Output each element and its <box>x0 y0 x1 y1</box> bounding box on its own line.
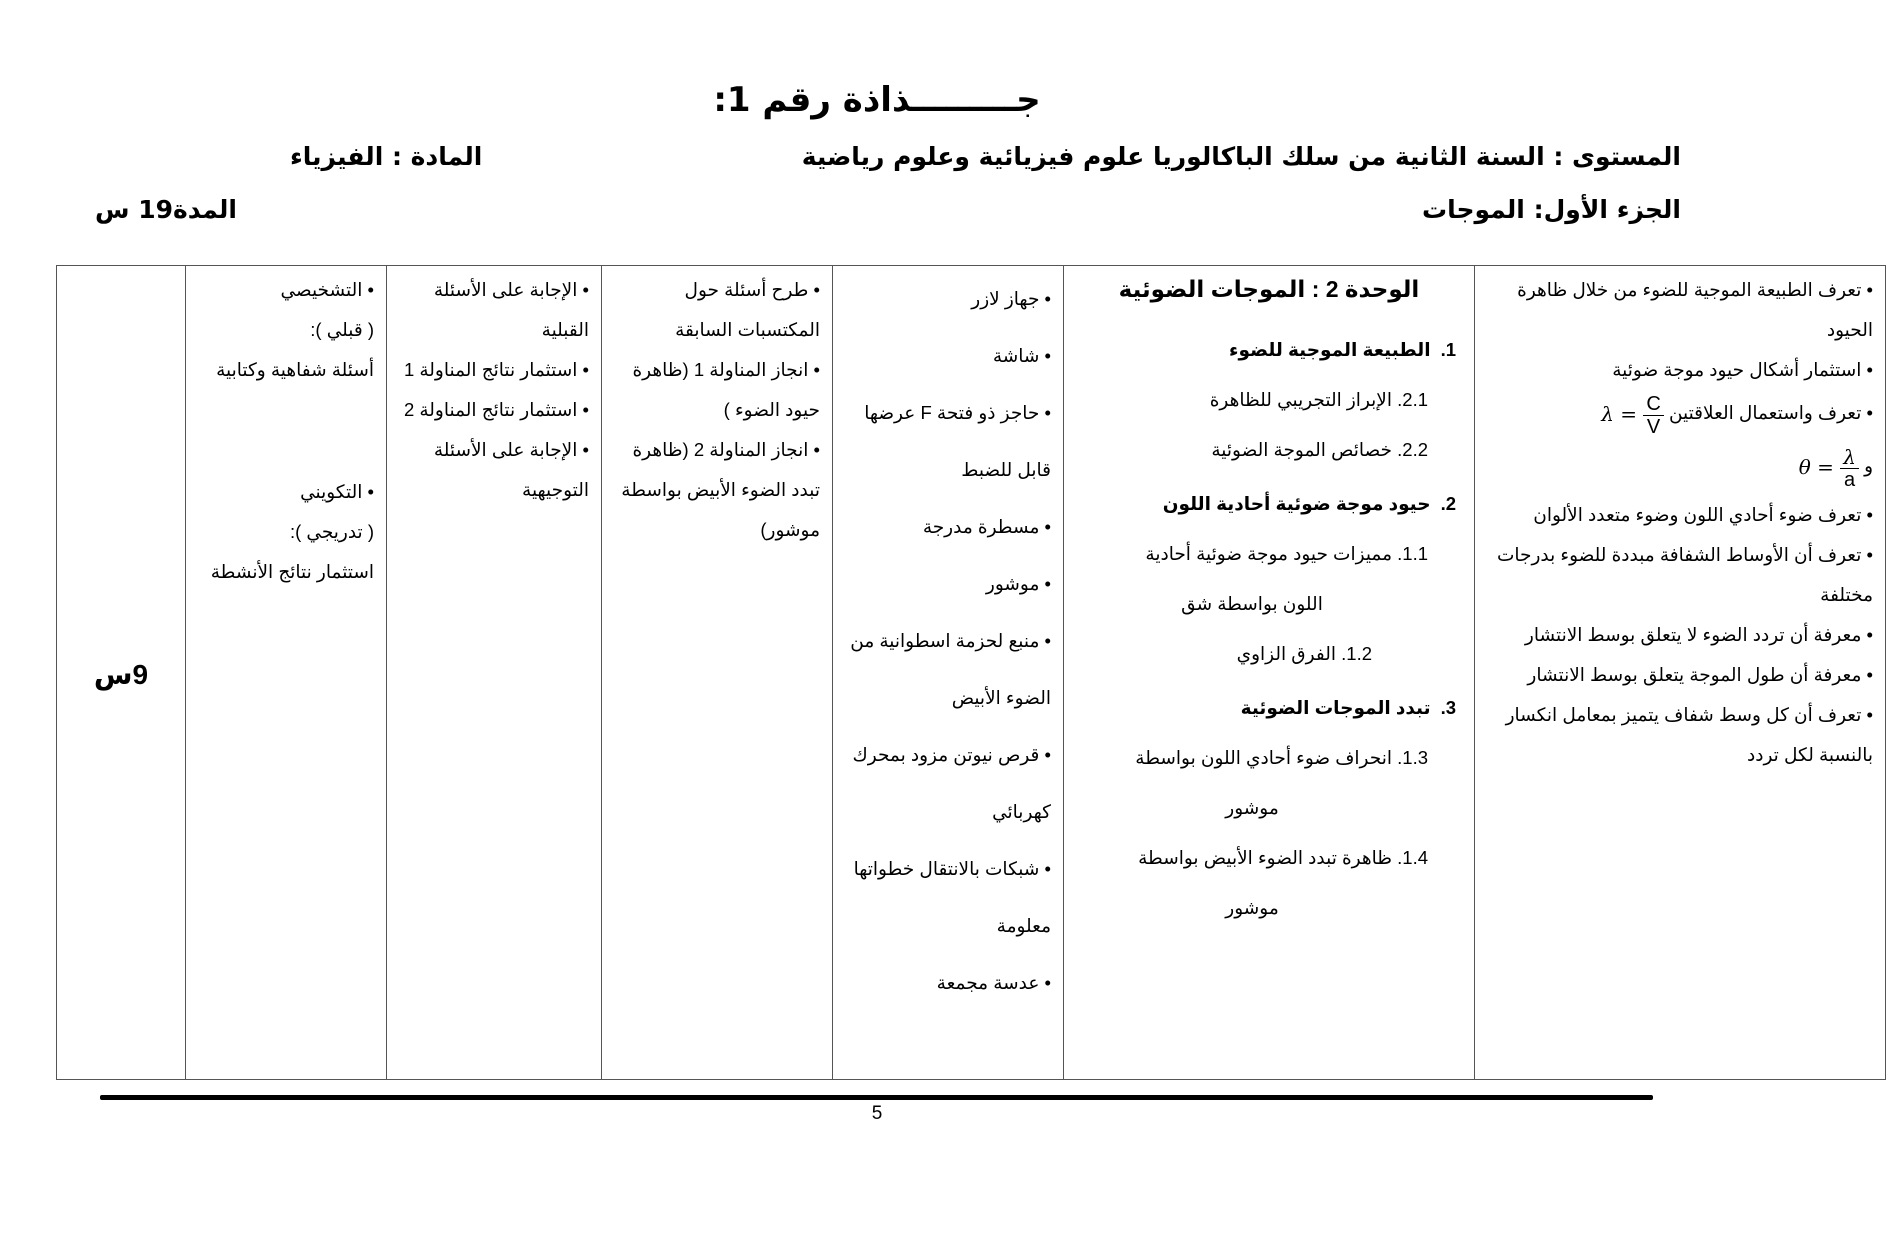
objectives-cell <box>1475 266 1886 1080</box>
material-item: • شاشة <box>845 327 1051 384</box>
material-item: • منبع لحزمة اسطوانية من الضوء الأبيض <box>845 612 1051 726</box>
formative-label: • التكويني <box>198 472 374 512</box>
material-item: • مسطرة مدرجة <box>845 498 1051 555</box>
objective-item: • تعرف أن كل وسط شفاف يتميز بمعامل انكسار بالنسبة لكل تردد <box>1487 695 1873 775</box>
objective-item-formula: • تعرف واستعمال العلاقتين λ = $\frac{C}{V}$ <box>1487 390 1873 438</box>
page-title: جـــــــــذاذة رقم 1: <box>713 80 1041 120</box>
objective-item: • تعرف الطبيعة الموجية للضوء من خلال ظاهرة الحيود <box>1487 270 1873 350</box>
footer-rule <box>100 1095 1653 1100</box>
material-item: • موشور <box>845 555 1051 612</box>
part-label: الجزء الأول: الموجات <box>1421 195 1681 224</box>
objective-item: • معرفة أن تردد الضوء لا يتعلق بوسط الانتشار <box>1487 615 1873 655</box>
formative-sub: ( تدريجي ): <box>289 521 374 542</box>
lesson-plan-table <box>56 265 1886 1080</box>
objective-item: • تعرف ضوء أحادي اللون وضوء متعدد الألوان <box>1487 495 1873 535</box>
content-cell <box>1064 266 1475 1080</box>
subsection: 1.4. ظاهرة تبدد الضوء الأبيض بواسطة <box>1138 847 1428 868</box>
subsection: 1.1. مميزات حيود موجة ضوئية أحادية <box>1145 543 1428 564</box>
diagnostic-sub: ( قبلي ): <box>310 319 374 340</box>
subsection: 1.2. الفرق الزاوي <box>1236 643 1372 664</box>
section-heading: 3.تبدد الموجات الضوئية <box>1240 697 1456 718</box>
diagnostic-text: أسئلة شفاهية وكتابية <box>216 359 374 380</box>
subsection-continued: اللون بواسطة شق <box>1181 593 1323 614</box>
evaluation-cell <box>186 266 387 1080</box>
page-number: 5 <box>871 1103 883 1124</box>
subsection-continued: موشور <box>1225 797 1279 818</box>
learner-activities-cell <box>387 266 602 1080</box>
diagnostic-label: • التشخيصي <box>198 270 374 310</box>
subsection: 2.2. خصائص الموجة الضوئية <box>1211 439 1428 460</box>
section-heading: 2.حيود موجة ضوئية أحادية اللون <box>1162 493 1456 514</box>
formative-text: استثمار نتائج الأنشطة <box>210 561 374 582</box>
objective-item: • تعرف أن الأوساط الشفافة مبددة للضوء بدرجات مختلفة <box>1487 535 1873 615</box>
formula-lambda: λ = $\frac{C}{V}$ <box>1601 391 1664 438</box>
objective-item-formula2: و θ = $\frac{\lambda}{a}$ <box>1487 438 1873 495</box>
time-cell: 9س <box>57 266 186 1080</box>
objective-item: • معرفة أن طول الموجة يتعلق بوسط الانتشار <box>1487 655 1873 695</box>
unit-title: الوحدة 2 : الموجات الضوئية <box>1118 276 1420 302</box>
material-item: • قرص نيوتن مزود بمحرك كهربائي <box>845 726 1051 840</box>
teacher-activities-cell <box>602 266 833 1080</box>
subsection: 1.3. انحراف ضوء أحادي اللون بواسطة <box>1135 747 1428 768</box>
teacher-activity: • انجاز المناولة 2 (ظاهرة تبدد الضوء الأبيض بواسطة موشور) <box>614 430 820 550</box>
teacher-activity: • انجاز المناولة 1 (ظاهرة حيود الضوء ) <box>614 350 820 430</box>
material-item: • جهاز لازر <box>845 270 1051 327</box>
section-heading: 1.الطبيعة الموجية للضوء <box>1229 339 1456 360</box>
material-item: • عدسة مجمعة <box>845 954 1051 1011</box>
learner-activity: • استثمار نتائج المناولة 2 <box>399 390 589 430</box>
subsection-continued: موشور <box>1225 897 1279 918</box>
materials-cell <box>833 266 1064 1080</box>
material-item: • شبكات بالانتقال خطواتها معلومة <box>845 840 1051 954</box>
learner-activity: • الإجابة على الأسئلة التوجيهية <box>399 430 589 510</box>
learner-activity: • استثمار نتائج المناولة 1 <box>399 350 589 390</box>
objective-item: • استثمار أشكال حيود موجة ضوئية <box>1487 350 1873 390</box>
subsection: 2.1. الإبراز التجريبي للظاهرة <box>1209 389 1428 410</box>
subject-label: المادة : الفيزياء <box>290 142 483 171</box>
learner-activity: • الإجابة على الأسئلة القبلية <box>399 270 589 350</box>
level-label: المستوى : السنة الثانية من سلك الباكالوريا علوم فيزيائية وعلوم رياضية <box>801 142 1681 171</box>
duration-label: المدة19 س <box>95 195 237 224</box>
formula-theta: θ = $\frac{\lambda}{a}$ <box>1799 439 1859 495</box>
teacher-activity: • طرح أسئلة حول المكتسبات السابقة <box>614 270 820 350</box>
material-item: • حاجز ذو فتحة F عرضها قابل للضبط <box>845 384 1051 498</box>
